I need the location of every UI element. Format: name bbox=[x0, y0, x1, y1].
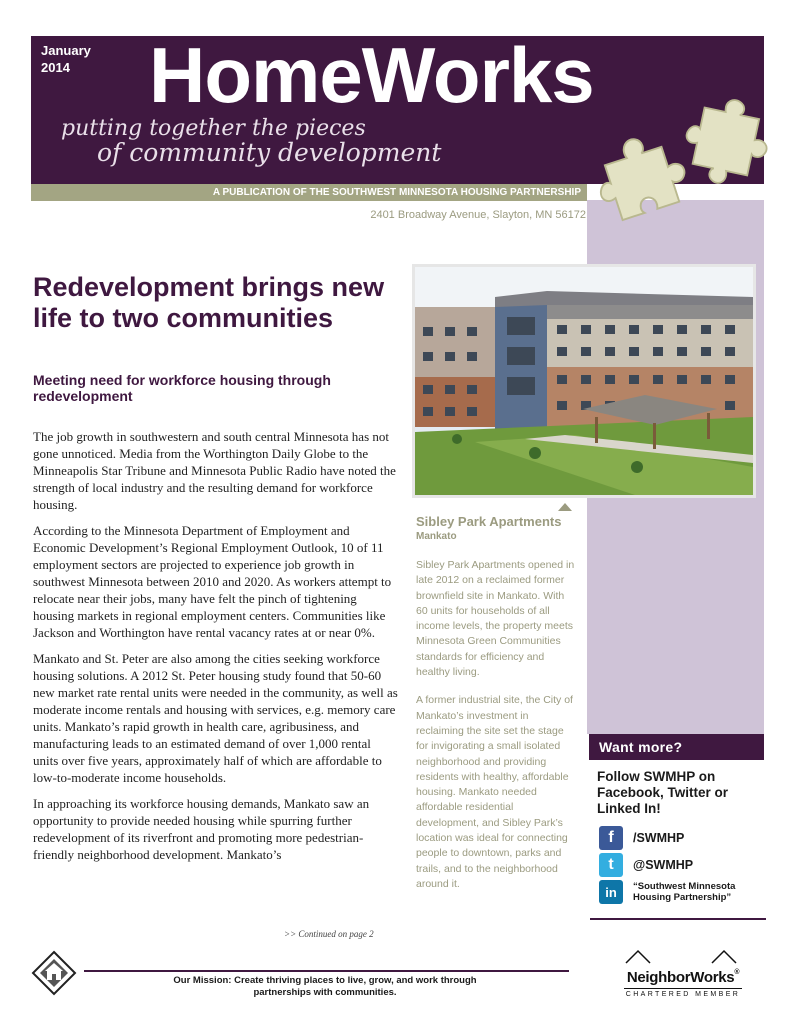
neighborworks-logo bbox=[624, 948, 742, 998]
article-paragraph: According to the Minnesota Department of Employment and Economic Development’s Regional Employment Outlook, 10 of 11 employment sectors are projected to experience job growth in southwest Minnesota between 2010 and 2020. As workers attempt to relocate near their jobs, many have felt the pinch of tightening housing markets in regional employment centers. Communities like Jackson and Worthington have rental vacancy rates at or near 0%. bbox=[33, 523, 392, 640]
mission-statement: Our Mission: Create thriving places to live, grow, and work through partnerships with communities. bbox=[173, 975, 477, 998]
follow-prompt: Follow SWMHP on Facebook, Twitter or Linked In! bbox=[597, 769, 729, 816]
linkedin-link[interactable] bbox=[599, 880, 753, 904]
publication-banner: A PUBLICATION OF THE SOUTHWEST MINNESOTA HOUSING PARTNERSHIP bbox=[31, 184, 587, 201]
sidebar-divider bbox=[590, 918, 766, 920]
continued-link[interactable]: >> Continued on page 2 bbox=[284, 929, 374, 939]
puzzle-piece-icon bbox=[592, 126, 688, 222]
article-headline: Redevelopment brings new life to two communities bbox=[33, 272, 385, 333]
registered-mark: ® bbox=[734, 969, 740, 976]
logo-rule bbox=[624, 988, 742, 989]
issue-date: January 2014 bbox=[41, 43, 91, 75]
article-subhead: Meeting need for workforce housing through redevelopment bbox=[33, 372, 331, 404]
newsletter-title: HomeWorks bbox=[149, 31, 594, 119]
twitter-icon: t bbox=[599, 853, 623, 877]
address: 2401 Broadway Avenue, Slayton, MN 56172 bbox=[370, 209, 586, 221]
article-paragraph: In approaching its workforce housing demands, Mankato saw an opportunity to provide needed housing while spurring further redevelopment of its riverfront and promoting more pedestrian-friendly neighborhood development. Mankato’s bbox=[33, 796, 370, 862]
article-paragraph: The job growth in southwestern and south central Minnesota has not gone unnoticed. Media from the Worthington Daily Globe to the Minneapolis Star Tribune and Minnesota Public Radio have noted the strength of local industry and the resulting demand for workforce housing. bbox=[33, 429, 396, 512]
sidebar-paragraph: A former industrial site, the City of Mankato’s investment in reclaiming the site set the stage for invigorating a small isolated neighborhood and providing residents with healthy, affordable housing. Mankato needed affordable residential development, and Sibley Park’s location was ideal for connecting people to downtown, parks and trails, and to the neighborhood around it. bbox=[416, 694, 573, 890]
neighborworks-name: NeighborWorks bbox=[626, 969, 735, 986]
puzzle-piece-icon bbox=[680, 94, 770, 194]
twitter-handle: @SWMHP bbox=[633, 858, 694, 872]
photo-caption-title: Sibley Park Apartments bbox=[416, 514, 562, 529]
want-more-banner: Want more? bbox=[589, 734, 764, 760]
caption-pointer-icon bbox=[558, 503, 572, 511]
photo-caption-location: Mankato bbox=[416, 531, 457, 542]
neighborworks-wordmark bbox=[624, 969, 742, 986]
article-body bbox=[33, 428, 398, 872]
sidebar-paragraph: Sibley Park Apartments opened in late 2012 on a reclaimed former brownfield site in Mankato. With 60 units for households of all income levels, the property meets Minnesota Green Communities standards for efficiency and healthy living. bbox=[416, 559, 575, 679]
linkedin-handle: “Southwest Minnesota Housing Partnership” bbox=[633, 881, 736, 903]
facebook-link[interactable] bbox=[599, 826, 684, 850]
tagline-line-1: putting together the pieces bbox=[61, 116, 366, 141]
twitter-link[interactable] bbox=[599, 853, 693, 877]
article-paragraph: Mankato and St. Peter are also among the cities seeking workforce housing solutions. A 2012 St. Peter housing study found that 50-60 new market rate rental units were needed in the community, as well as moderate income rentals and housing with services, e.g. memory care units. Mankato’s rapid growth in health care, agribusiness, and manufacturing leads to an estimated demand of over 1,000 rental units over five years, approximately half of which are affordable to low-to-moderate income households. bbox=[33, 651, 398, 785]
footer-divider bbox=[84, 970, 569, 972]
tagline-line-2: of community development bbox=[97, 138, 442, 167]
linkedin-icon: in bbox=[599, 880, 623, 904]
facebook-handle: /SWMHP bbox=[633, 831, 685, 845]
facebook-icon: f bbox=[599, 826, 623, 850]
chartered-member-label: CHARTERED MEMBER bbox=[625, 991, 741, 998]
swmhp-logo-icon bbox=[31, 950, 77, 996]
sidebar-story bbox=[416, 558, 578, 905]
house-roof-icon bbox=[624, 948, 742, 964]
apartment-photo bbox=[412, 264, 756, 498]
